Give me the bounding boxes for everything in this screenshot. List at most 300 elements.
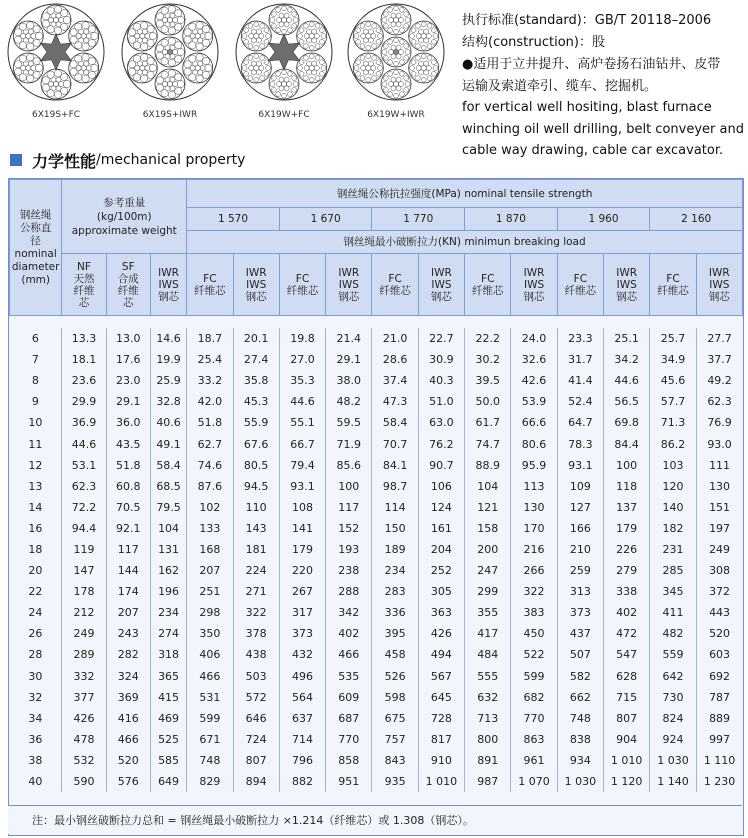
value-cell: 28.6: [372, 349, 418, 370]
value-cell: 117: [326, 497, 372, 518]
col-code: IWR IWS: [158, 266, 179, 291]
value-cell: 642: [650, 666, 696, 687]
value-cell: 104: [465, 476, 511, 497]
value-cell: 671: [187, 729, 233, 750]
strength-header: 钢丝绳公称抗拉强度(MPa) nominal tensile strength: [187, 180, 743, 208]
value-cell: 152: [326, 518, 372, 539]
value-cell: 649: [150, 771, 186, 792]
value-cell: 838: [557, 729, 603, 750]
value-cell: 522: [511, 644, 557, 665]
table-row: [10, 455, 743, 476]
value-cell: 1 030: [557, 771, 603, 792]
value-cell: 181: [233, 539, 279, 560]
diameter-cell: 30: [28, 669, 43, 683]
value-cell: 373: [557, 602, 603, 623]
value-cell: 582: [557, 666, 603, 687]
value-cell: 274: [150, 623, 186, 644]
value-cell: 24.0: [511, 328, 557, 349]
value-cell: 32.8: [150, 391, 186, 412]
value-cell: 609: [326, 687, 372, 708]
value-cell: 44.6: [62, 433, 106, 454]
value-cell: 350: [187, 623, 233, 644]
value-cell: 19.8: [279, 328, 325, 349]
diameter-cell: 14: [28, 500, 43, 514]
value-cell: 283: [372, 581, 418, 602]
value-cell: 48.2: [326, 391, 372, 412]
diameter-cell: 24: [28, 606, 43, 620]
value-cell: 51.8: [187, 412, 233, 433]
value-cell: 904: [604, 729, 650, 750]
value-cell: 25.4: [187, 349, 233, 370]
value-cell: 71.9: [326, 433, 372, 454]
diagram-label: 6X19W+IWR: [367, 110, 425, 120]
value-cell: 526: [372, 666, 418, 687]
value-cell: 51.8: [106, 455, 150, 476]
value-cell: 63.0: [418, 412, 464, 433]
value-cell: 484: [465, 644, 511, 665]
value-cell: 70.7: [372, 433, 418, 454]
value-cell: 170: [511, 518, 557, 539]
value-cell: 25.1: [604, 328, 650, 349]
value-cell: 770: [326, 729, 372, 750]
value-cell: 1 010: [604, 750, 650, 771]
weight-header: [62, 180, 187, 254]
value-cell: 730: [650, 687, 696, 708]
value-cell: 72.2: [62, 497, 106, 518]
value-cell: 662: [557, 687, 603, 708]
value-cell: 117: [106, 539, 150, 560]
table-row: [10, 518, 743, 539]
diameter-cell: 22: [28, 585, 43, 599]
table-body: [10, 316, 743, 793]
value-cell: 182: [650, 518, 696, 539]
value-cell: 13.3: [62, 328, 106, 349]
value-cell: 531: [187, 687, 233, 708]
col-cn: 纤维芯: [379, 284, 411, 297]
table-row: [10, 433, 743, 454]
value-cell: 415: [150, 687, 186, 708]
value-cell: 36.9: [62, 412, 106, 433]
value-cell: 997: [696, 729, 742, 750]
value-cell: 34.9: [650, 349, 696, 370]
value-cell: 200: [465, 539, 511, 560]
value-cell: 162: [150, 560, 186, 581]
value-cell: 251: [187, 581, 233, 602]
value-cell: 632: [465, 687, 511, 708]
col-code: IWR IWS: [616, 266, 638, 291]
value-cell: 113: [511, 476, 557, 497]
value-cell: 243: [106, 623, 150, 644]
value-cell: 547: [604, 644, 650, 665]
value-cell: 106: [418, 476, 464, 497]
diameter-cell: 26: [28, 627, 43, 641]
diameter-cell: 18: [28, 542, 43, 556]
value-cell: 66.7: [279, 433, 325, 454]
table-row: [10, 539, 743, 560]
value-cell: 137: [604, 497, 650, 518]
value-cell: 234: [372, 560, 418, 581]
value-cell: 1 230: [696, 771, 742, 792]
section-title: [8, 150, 245, 170]
value-cell: 42.0: [187, 391, 233, 412]
value-cell: 109: [557, 476, 603, 497]
col-cn: 纤维芯: [657, 284, 689, 297]
value-cell: 104: [150, 518, 186, 539]
value-cell: 715: [604, 687, 650, 708]
value-cell: 179: [279, 539, 325, 560]
value-cell: 147: [62, 560, 106, 581]
value-cell: 383: [511, 602, 557, 623]
value-cell: 507: [557, 644, 603, 665]
col-code: FC: [388, 272, 402, 285]
col-code: SF: [121, 260, 135, 273]
table-note: 注：最小钢丝破断拉力总和 = 钢丝绳最小破断拉力 ×1.214（纤维芯）或 1.308（钢芯）。: [8, 805, 742, 834]
value-cell: 45.3: [233, 391, 279, 412]
load-col-fc: [372, 254, 418, 316]
weight-header-en: approximate weight: [71, 224, 177, 237]
value-cell: 472: [604, 623, 650, 644]
value-cell: 675: [372, 708, 418, 729]
table-row: [10, 370, 743, 391]
value-cell: 141: [279, 518, 325, 539]
col-cn: 钢芯: [245, 290, 267, 303]
value-cell: 62.3: [62, 476, 106, 497]
value-cell: 47.3: [372, 391, 418, 412]
value-cell: 910: [418, 750, 464, 771]
value-cell: 891: [465, 750, 511, 771]
value-cell: 93.1: [279, 476, 325, 497]
value-cell: 238: [326, 560, 372, 581]
value-cell: 336: [372, 602, 418, 623]
value-cell: 796: [279, 750, 325, 771]
value-cell: 53.1: [62, 455, 106, 476]
value-cell: 637: [279, 708, 325, 729]
value-cell: 279: [604, 560, 650, 581]
load-col-fc: [465, 254, 511, 316]
value-cell: 66.6: [511, 412, 557, 433]
value-cell: 1 120: [604, 771, 650, 792]
value-cell: 416: [106, 708, 150, 729]
diameter-header: [10, 180, 62, 316]
usage-en-line: cable way drawing, cable car excavator.: [462, 143, 724, 158]
value-cell: 93.1: [557, 455, 603, 476]
diameter-cell: 7: [31, 353, 39, 367]
value-cell: 166: [557, 518, 603, 539]
value-cell: 207: [106, 602, 150, 623]
diameter-header-cn: 钢丝绳公称直径: [19, 208, 52, 247]
value-cell: 84.1: [372, 455, 418, 476]
value-cell: 27.0: [279, 349, 325, 370]
value-cell: 127: [557, 497, 603, 518]
value-cell: 525: [150, 729, 186, 750]
value-cell: 121: [465, 497, 511, 518]
value-cell: 298: [187, 602, 233, 623]
table-row: [10, 602, 743, 623]
diameter-cell: 38: [28, 753, 43, 767]
value-cell: 179: [604, 518, 650, 539]
value-cell: 168: [187, 539, 233, 560]
value-cell: 130: [511, 497, 557, 518]
value-cell: 120: [650, 476, 696, 497]
diameter-cell: 34: [28, 711, 43, 725]
value-cell: 417: [465, 623, 511, 644]
value-cell: 111: [696, 455, 742, 476]
diagram-6x19w-fc: [232, 2, 336, 122]
value-cell: 150: [372, 518, 418, 539]
diameter-cell: 13: [28, 479, 43, 493]
value-cell: 64.7: [557, 412, 603, 433]
load-col-iwr: [604, 254, 650, 316]
value-cell: 35.8: [233, 370, 279, 391]
value-cell: 748: [187, 750, 233, 771]
value-cell: 59.5: [326, 412, 372, 433]
col-code: FC: [203, 272, 217, 285]
value-cell: 34.2: [604, 349, 650, 370]
standard-text: 执行标准(standard)：GB/T 20118–2006: [462, 13, 712, 28]
value-cell: 313: [557, 581, 603, 602]
value-cell: 787: [696, 687, 742, 708]
diameter-header-en: nominal diameter (mm): [11, 247, 60, 286]
value-cell: 80.5: [233, 455, 279, 476]
value-cell: 646: [233, 708, 279, 729]
value-cell: 590: [62, 771, 106, 792]
diameter-cell: 40: [28, 775, 43, 789]
col-cn: 纤维芯: [286, 284, 319, 297]
value-cell: 378: [233, 623, 279, 644]
value-cell: 158: [465, 518, 511, 539]
value-cell: 363: [418, 602, 464, 623]
value-cell: 987: [465, 771, 511, 792]
value-cell: 249: [696, 539, 742, 560]
rope-section-icon: [120, 2, 220, 102]
value-cell: 249: [62, 623, 106, 644]
value-cell: 178: [62, 581, 106, 602]
value-cell: 220: [279, 560, 325, 581]
value-cell: 714: [279, 729, 325, 750]
value-cell: 1 110: [696, 750, 742, 771]
value-cell: 74.6: [187, 455, 233, 476]
diameter-cell: 11: [28, 437, 43, 451]
value-cell: 27.7: [696, 328, 742, 349]
value-cell: 332: [62, 666, 106, 687]
weight-col-iwr: [150, 254, 186, 316]
value-cell: 110: [233, 497, 279, 518]
load-col-iwr: [696, 254, 742, 316]
diameter-cell: 6: [31, 332, 39, 346]
value-cell: 56.5: [604, 391, 650, 412]
value-cell: 951: [326, 771, 372, 792]
value-cell: 599: [511, 666, 557, 687]
value-cell: 44.6: [279, 391, 325, 412]
value-cell: 432: [279, 644, 325, 665]
col-code: FC: [573, 272, 588, 285]
value-cell: 478: [62, 729, 106, 750]
value-cell: 355: [465, 602, 511, 623]
load-col-iwr: [326, 254, 372, 316]
rope-section-icon: [234, 2, 334, 102]
value-cell: 377: [62, 687, 106, 708]
value-cell: 102: [187, 497, 233, 518]
value-cell: 598: [372, 687, 418, 708]
col-code: NF: [77, 260, 91, 273]
value-cell: 133: [187, 518, 233, 539]
value-cell: 426: [62, 708, 106, 729]
value-cell: 60.8: [106, 476, 150, 497]
value-cell: 724: [233, 729, 279, 750]
value-cell: 317: [279, 602, 325, 623]
load-col-fc: [650, 254, 696, 316]
table-row: [10, 581, 743, 602]
value-cell: 79.5: [150, 497, 186, 518]
value-cell: 692: [696, 666, 742, 687]
rope-section-icon: [346, 2, 446, 102]
value-cell: 38.0: [326, 370, 372, 391]
usage-cn-line: 运输及索道牵引、缆车、挖掘机。: [462, 78, 658, 94]
value-cell: 482: [650, 623, 696, 644]
value-cell: 807: [604, 708, 650, 729]
value-cell: 770: [511, 708, 557, 729]
value-cell: 80.6: [511, 433, 557, 454]
value-cell: 757: [372, 729, 418, 750]
value-cell: 894: [233, 771, 279, 792]
grade-header: 1 960: [557, 208, 650, 231]
value-cell: 18.7: [187, 328, 233, 349]
col-code: IWR IWS: [431, 266, 452, 291]
diagram-label: 6X19S+IWR: [142, 110, 198, 120]
grade-header: 1 870: [465, 208, 558, 231]
value-cell: 55.9: [233, 412, 279, 433]
load-col-fc: [279, 254, 325, 316]
value-cell: 807: [233, 750, 279, 771]
value-cell: 29.1: [106, 391, 150, 412]
usage-en-line: winching oil well drilling, belt conveyer and: [462, 121, 744, 137]
value-cell: 1 140: [650, 771, 696, 792]
value-cell: 285: [650, 560, 696, 581]
value-cell: 58.4: [150, 455, 186, 476]
value-cell: 21.0: [372, 328, 418, 349]
value-cell: 143: [233, 518, 279, 539]
col-cn: 纤维芯: [471, 284, 504, 297]
value-cell: 372: [696, 581, 742, 602]
col-code: IWR IWS: [708, 266, 730, 291]
value-cell: 935: [372, 771, 418, 792]
grade-header: 1 670: [279, 208, 372, 231]
col-cn: 钢芯: [158, 290, 180, 303]
table-row: [10, 708, 743, 729]
value-cell: 41.4: [557, 370, 603, 391]
value-cell: 21.4: [326, 328, 372, 349]
value-cell: 226: [604, 539, 650, 560]
value-cell: 288: [326, 581, 372, 602]
value-cell: 45.6: [650, 370, 696, 391]
value-cell: 197: [696, 518, 742, 539]
load-header: 钢丝绳最小破断拉力(KN) minimun breaking load: [187, 231, 743, 254]
table-row: [10, 328, 743, 349]
load-col-iwr: [233, 254, 279, 316]
square-bullet-icon: [10, 154, 22, 166]
value-cell: 76.9: [696, 412, 742, 433]
value-cell: 71.3: [650, 412, 696, 433]
value-cell: 144: [106, 560, 150, 581]
value-cell: 559: [650, 644, 696, 665]
value-cell: 100: [604, 455, 650, 476]
value-cell: 25.9: [150, 370, 186, 391]
value-cell: 53.9: [511, 391, 557, 412]
value-cell: 259: [557, 560, 603, 581]
value-cell: 324: [106, 666, 150, 687]
col-code: FC: [666, 272, 680, 285]
table-row: [10, 560, 743, 581]
value-cell: 49.1: [150, 433, 186, 454]
value-cell: 682: [511, 687, 557, 708]
load-col-iwr: [511, 254, 557, 316]
value-cell: 572: [233, 687, 279, 708]
table-row: [10, 750, 743, 771]
value-cell: 231: [650, 539, 696, 560]
value-cell: 555: [465, 666, 511, 687]
value-cell: 426: [418, 623, 464, 644]
value-cell: 90.7: [418, 455, 464, 476]
value-cell: 95.9: [511, 455, 557, 476]
grade-header: 1 770: [372, 208, 465, 231]
value-cell: 30.9: [418, 349, 464, 370]
value-cell: 443: [696, 602, 742, 623]
col-code: IWR IWS: [338, 266, 360, 291]
diameter-cell: 8: [31, 374, 39, 388]
value-cell: 14.6: [150, 328, 186, 349]
col-code: IWR IWS: [245, 266, 267, 291]
value-cell: 406: [187, 644, 233, 665]
value-cell: 858: [326, 750, 372, 771]
value-cell: 503: [233, 666, 279, 687]
value-cell: 322: [511, 581, 557, 602]
col-cn: 钢芯: [708, 290, 730, 303]
value-cell: 23.3: [557, 328, 603, 349]
value-cell: 70.5: [106, 497, 150, 518]
construction-text: 结构(construction)：股: [462, 35, 605, 50]
value-cell: 49.2: [696, 370, 742, 391]
value-cell: 131: [150, 539, 186, 560]
value-cell: 322: [233, 602, 279, 623]
value-cell: 934: [557, 750, 603, 771]
value-cell: 55.1: [279, 412, 325, 433]
value-cell: 62.3: [696, 391, 742, 412]
value-cell: 564: [279, 687, 325, 708]
value-cell: 748: [557, 708, 603, 729]
value-cell: 271: [233, 581, 279, 602]
rope-section-icon: [6, 2, 106, 102]
value-cell: 61.7: [465, 412, 511, 433]
value-cell: 535: [326, 666, 372, 687]
value-cell: 567: [418, 666, 464, 687]
value-cell: 520: [106, 750, 150, 771]
col-code: FC: [481, 272, 495, 285]
value-cell: 411: [650, 602, 696, 623]
value-cell: 247: [465, 560, 511, 581]
spec-block: [462, 10, 746, 162]
value-cell: 17.6: [106, 349, 150, 370]
value-cell: 1 010: [418, 771, 464, 792]
value-cell: 282: [106, 644, 150, 665]
table-row: [10, 644, 743, 665]
value-cell: 30.2: [465, 349, 511, 370]
mechanical-table: [8, 178, 744, 836]
value-cell: 74.7: [465, 433, 511, 454]
diagram-6x19w-iwr: [344, 2, 448, 122]
value-cell: 44.6: [604, 370, 650, 391]
diameter-cell: 36: [28, 732, 43, 746]
grade-header: 1 570: [187, 208, 280, 231]
